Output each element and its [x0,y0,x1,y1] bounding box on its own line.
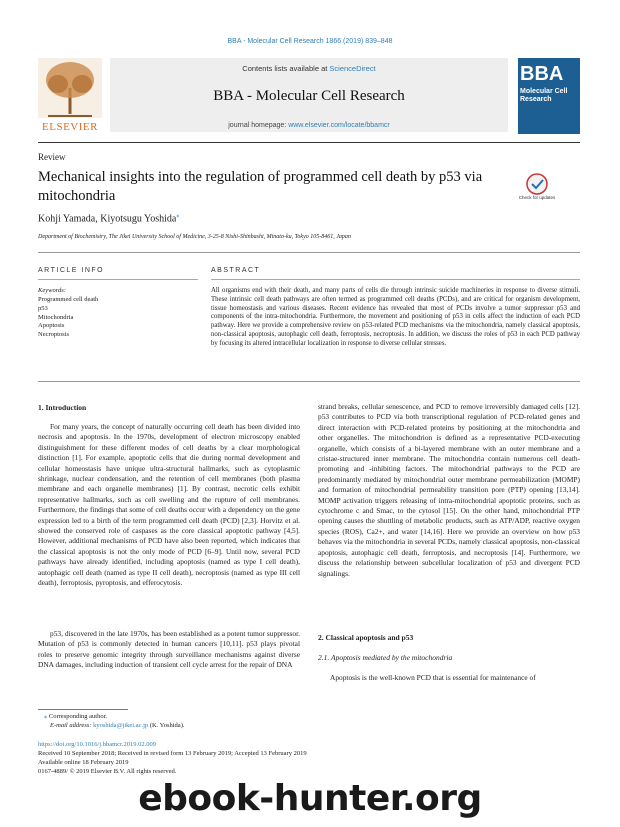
abstract-rule [211,279,580,280]
keyword: p53 [38,304,48,312]
journal-homepage [110,122,508,129]
footnote-rule [38,709,128,710]
check-for-updates-icon[interactable] [518,172,556,204]
abstract-text: All organisms end with their death, and many parts of cells die through intrinsic suicide machineries in response to diverse stimuli. These intrinsic cell death pathways are often termed as programmed cell deaths (PCDs), and are critical for organism development, tissue homeostasis and various diseases. Recent evidence has revealed that most of PCDs involve a tumor suppressor p53 and components of the intra-mitochondria. Furthermore, the movement and positioning of p53 in cells affect the induction of each PCD pathway. Here we provide a comprehensive review on p53-related PCD mechanisms via the mitochondria, namely classical apoptosis, non-classical apoptosis, autophagic cell death, ferroptosis, necroptosis. In addition, we discuss the roles of p53 in each PCD pathway by focusing its altered intracellular localization in response to diverse cellular stresses. [211,287,580,347]
watermark: ebook-hunter.org [138,778,482,819]
corresponding-text: Corresponding author. [48,713,108,720]
homepage-link[interactable]: www.elsevier.com/locate/bbamcr [288,122,390,129]
intro-paragraph-1: For many years, the concept of naturally occurring cell death has been divided into necrosis and apoptosis. In the 1970s, development of electron microscopy enabled distinguishment for these different modes of cell deaths by a clear morphological distinction [1]. For example, apoptotic cells that die during normal development and cellular homeostasis have unique ultra-structural hallmarks, such as cytoplasmic shrinkage, nuclear condensation, and the retention of cell membranes (both plasma membrane and each organelle membranes) [1]. By contrast, necrotic cells exhibit representative hallmarks, such as cell swelling and the rupture of cell membranes. Furthermore, the findings that some of cell deaths occur with a dependency on the gene expression led to a birth of the term programmed cell death (PCD) [2,3]. Horvitz et al. showed the conserved role of caspases as the core classical apoptotic pathway [4,5]. However, additional mechanisms of PCD have also been reported, which indicates that the classical apoptosis is not the only mode of PCD [6–9]. Until now, several PCD pathways have already identified, including apoptosis (named as type I cell death), autophagic cell death (named as type II cell death), necroptosis (named as type III cell death), ferroptosis, pyroptosis, and efferocytosis. [38,422,300,588]
available-online: Available online 18 February 2019 [38,759,129,766]
keyword: Necroptosis [38,331,70,339]
author-names: Kohji Yamada, Kiyotsugu Yoshida [38,213,177,225]
keywords-label: Keywords: [38,287,66,294]
keyword: Programmed cell death [38,296,99,303]
email-label: E-mail address: [50,722,92,729]
sciencedirect-link[interactable]: ScienceDirect [329,64,376,73]
email-suffix: (K. Yoshida). [148,722,185,729]
article-info-heading: ARTICLE INFO [38,267,105,274]
contents-line [110,64,508,73]
email-link[interactable]: kyoshida@jikei.ac.jp [93,722,149,729]
keywords-list [38,296,98,340]
email-line [50,722,184,731]
homepage-prefix: journal homepage: [228,122,289,129]
keyword: Apoptosis [38,322,65,330]
corresponding-author-mark[interactable]: ⁎ [176,213,180,219]
keyword: Mitochondria [38,313,74,321]
journal-reference[interactable]: BBA - Molecular Cell Research 1866 (2019) 839–848 [227,38,393,45]
cover-subtitle: Molecular Cell Research [520,88,568,103]
section-2-1-heading: 2.1. Apoptosis mediated by the mitochondria [318,653,453,662]
doi-link[interactable]: https://doi.org/10.1016/j.bbamcr.2019.02.009 [38,741,156,748]
abstract-divider [38,381,580,382]
contents-prefix: Contents lists available at [242,64,330,73]
intro-paragraph-2: p53, discovered in the late 1970s, has been established as a potent tumor suppressor. Mutation of p53 is commonly detected in human cancers [10,11]. p53 plays pivotal roles to preserve genomic integrity through surveillance mechanisms against diverse DNA damages, including induction of transient cell cycle arrest for the repair of DNA [38,629,300,670]
received-dates: Received 10 September 2018; Received in revised form 13 February 2019; Accepted 13 February 2019 [38,750,307,757]
affiliation: Department of Biochemistry, The Jikei University School of Medicine, 3-25-8 Nishi-Shinbashi, Minato-ku, Tokyo 105-8461, Japan [38,234,351,240]
corresponding-author-note [44,713,107,722]
article-info-rule [38,279,198,280]
abstract-heading: ABSTRACT [211,267,261,274]
check-updates-label: Check for updates [518,195,556,200]
cover-title: BBA [520,63,564,85]
header-divider [38,142,580,143]
article-title: Mechanical insights into the regulation of programmed cell death by p53 via mitochondria [38,169,483,204]
authors [38,212,179,224]
section-1-heading: 1. Introduction [38,403,87,412]
copyright: 0167-4889/ © 2019 Elsevier B.V. All rights reserved. [38,768,177,775]
section-2-1-paragraph: Apoptosis is the well-known PCD that is essential for maintenance of [330,673,536,682]
section-2-heading: 2. Classical apoptosis and p53 [318,633,414,642]
article-type: Review [38,152,66,162]
intro-paragraph-3: strand breaks, cellular senescence, and PCD to remove irreversibly damaged cells [12]. p53 contributes to PCD via both transcriptional regulation of PCD-related genes and direct interaction with PCD-related proteins by positioning at the mitochondria and other organelles. The mitochondrion is defined as a representative PCD-executing organelle, which consists of a bi-layered membrane with an outer membrane and a cristae-structured inner membrane. The mitochondria contain numerous cell death-promoting and -inhibiting factors. The mitochondrial pathways to the PCD are predominantly mediated by mitochondrial outer membrane permeabilization (MOMP) and formation of mitochondrial permeability transition pore (PTP) opening [13,14]. MOMP activation triggers releasing of intra-mitochondrial apoptotic proteins, such as cytochrome c and Smac, to the cytosol [15]. On the other hand, mitochondrial PTP opening causes the shuttling of metabolic products, such as ATP/ADP, reactive oxygen species (ROS), Ca2+, and water [14,16]. Here we provide an overview on how p53 behaves via the mitochondria in several PCDs, namely classical apoptosis, non-classical apoptosis, autophagic cell death, ferroptosis, and necroptosis [14]. Furthermore, we discuss the relationship between subcellular localization of p53 and divergent PCD signalings. [318,402,580,578]
corresponding-mark: ⁎ [44,713,48,720]
affiliation-divider [38,252,580,253]
elsevier-wordmark: ELSEVIER [42,121,98,133]
journal-title: BBA - Molecular Cell Research [213,88,405,104]
